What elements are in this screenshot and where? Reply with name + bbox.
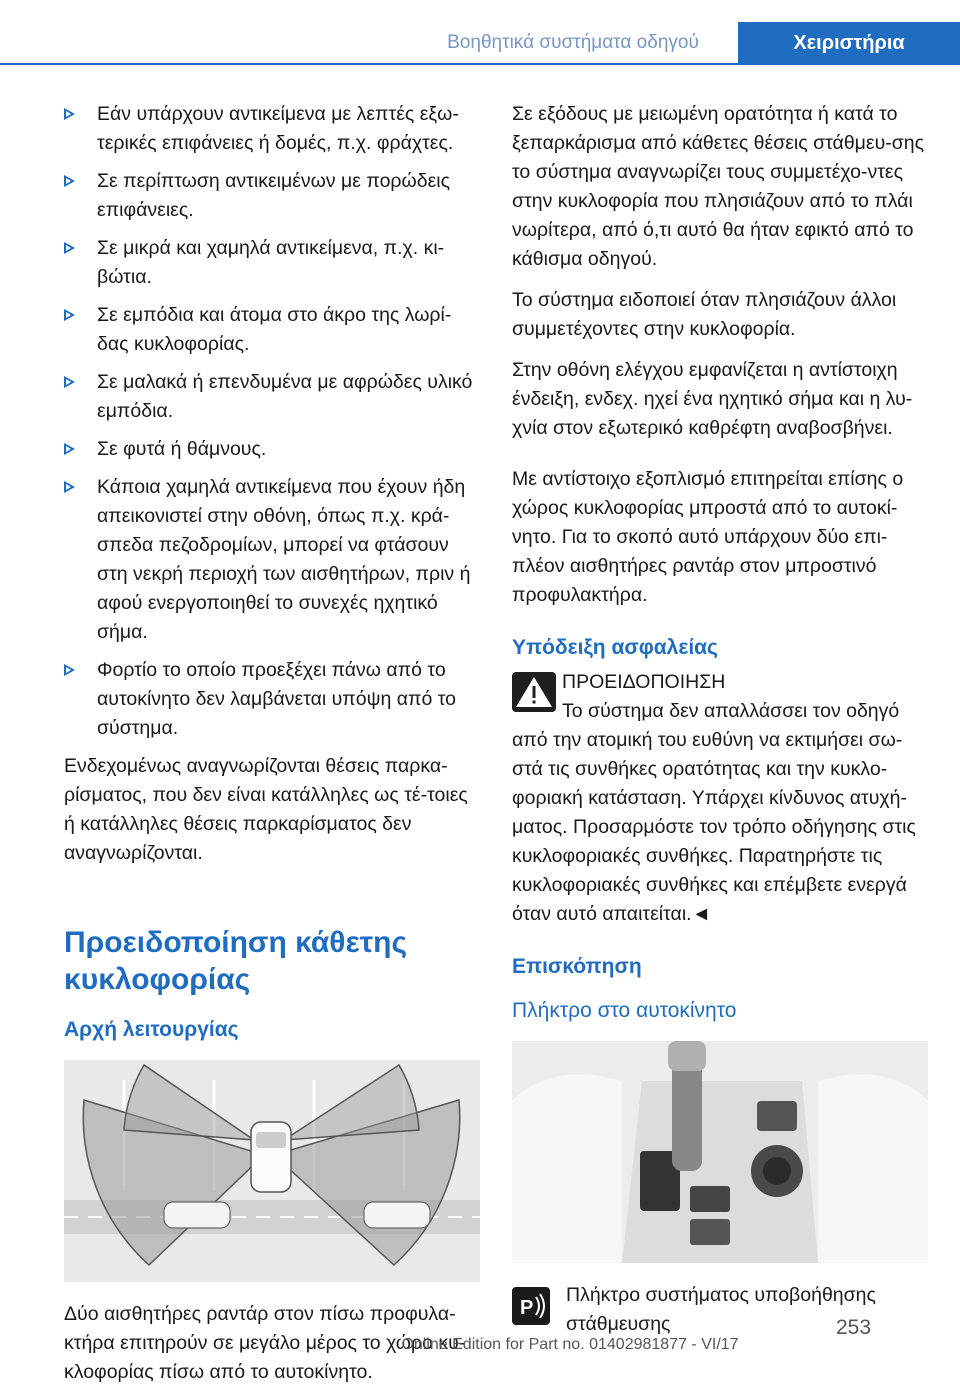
overview-heading: Επισκόπηση: [512, 955, 642, 978]
radar-coverage-illustration: [64, 1060, 480, 1282]
list-item: Σε εμπόδια και άτομα στο άκρο της λωρί-δας κυκλοφορίας.: [64, 301, 482, 359]
section-heading: Προειδοποίηση κάθετης κυκλοφορίας: [64, 926, 408, 996]
triangle-bullet-icon: [64, 443, 75, 455]
triangle-bullet-icon: [64, 481, 75, 493]
center-console-photo: [512, 1041, 928, 1263]
limitations-list: [64, 100, 482, 743]
parking-note: Ενδεχομένως αναγνωρίζονται θέσεις παρκα-ρίσματος, που δεν είναι κατάλληλες ως τέ-τοιες ή κατάλληλες θέσεις παρκαρίσματος δεν αναγνωρίζονται.: [64, 755, 468, 864]
triangle-bullet-icon: [64, 309, 75, 321]
triangle-bullet-icon: [64, 376, 75, 388]
triangle-bullet-icon: [64, 108, 75, 120]
radar-diagram-svg: [64, 1060, 480, 1282]
button-caption: Πλήκτρο συστήματος υποβοήθησης στάθμευσης: [566, 1284, 876, 1335]
left-column: [64, 100, 482, 1387]
right-column: [512, 100, 930, 1341]
edition-info: Online Edition for Part no. 01402981877 - VI/17: [401, 1336, 739, 1353]
paragraph-display: Στην οθόνη ελέγχου εμφανίζεται η αντίστοιχη ένδειξη, ενδεχ. ηχεί ένα ηχητικό σήμα και η λυ-χνία στον εξωτερικό καθρέφτη αναβοσβήνει.: [512, 359, 913, 439]
paragraph-front-sensors: Με αντίστοιχο εξοπλισμό επιτηρείται επίσης ο χώρος κυκλοφορίας μπροστά από το αυτοκί-νητο. Για το σκοπό αυτό υπάρχουν δύο επι-πλέον αισθητήρες ραντάρ στον μπροστινό προφυλακτήρα.: [512, 468, 904, 606]
safety-heading: Υπόδειξη ασφαλείας: [512, 636, 718, 659]
list-item: Σε φυτά ή θάμνους.: [64, 435, 482, 464]
list-item: Σε περίπτωση αντικειμένων με πορώδεις επιφάνειες.: [64, 167, 482, 225]
triangle-bullet-icon: [64, 242, 75, 254]
list-item: Κάποια χαμηλά αντικείμενα που έχουν ήδη απεικονιστεί στην οθόνη, όπως π.χ. κρά-σπεδα πεζοδρομίων, μπορεί να φτάσουν στη νεκρή περιοχή των αισθητήρων, πριν ή αφού ενεργοποιηθεί το συνεχές ηχητικό σήμα.: [64, 473, 482, 647]
svg-text:P: P: [520, 1297, 534, 1319]
page-header: [0, 0, 960, 64]
warning-title: ΠΡΟΕΙΔΟΠΟΙΗΣΗ: [562, 671, 726, 693]
button-heading: Πλήκτρο στο αυτοκίνητο: [512, 999, 737, 1022]
section-title: Βοηθητικά συστήματα οδηγού: [447, 32, 699, 53]
parking-assist-icon: [512, 1287, 550, 1325]
header-rule: [0, 63, 960, 65]
warning-block: [512, 668, 930, 929]
page-number: 253: [836, 1316, 872, 1339]
console-svg: [512, 1041, 928, 1263]
warning-triangle-icon: [512, 672, 556, 712]
list-item: Σε μικρά και χαμηλά αντικείμενα, π.χ. κι-βώτια.: [64, 234, 482, 292]
list-item: Εάν υπάρχουν αντικείμενα με λεπτές εξω-τερικές επιφάνειες ή δομές, π.χ. φράχτες.: [64, 100, 482, 158]
paragraph-exits: Σε εξόδους με μειωμένη ορατότητα ή κατά το ξεπαρκάρισμα από κάθετες θέσεις στάθμευ-σης το σύστημα αναγνωρίζει τους συμμετέχο-ντες στην κυκλοφορία που πλησιάζουν από το πλάι νωρίτερα, από ό,τι αυτό θα ήταν εφικτό από το κάθισμα οδηγού.: [512, 103, 925, 270]
paragraph-alerts: Το σύστημα ειδοποιεί όταν πλησιάζουν άλλοι συμμετέχοντες στην κυκλοφορία.: [512, 289, 897, 340]
triangle-bullet-icon: [64, 664, 75, 676]
list-item: Φορτίο το οποίο προεξέχει πάνω από το αυτοκίνητο δεν λαμβάνεται υπόψη από το σύστημα.: [64, 656, 482, 743]
list-item: Σε μαλακά ή επενδυμένα με αφρώδες υλικό εμπόδια.: [64, 368, 482, 426]
warning-text: Το σύστημα δεν απαλλάσσει τον οδηγό από την ατομική του ευθύνη να εκτιμήσει σω-στά τις συνθήκες ορατότητας και την κυκλο-φοριακή κατάσταση. Υπάρχει κίνδυνος ατυχή-ματος. Προσαρμόστε τον τρόπο οδήγησης στις κυκλοφοριακές συνθήκες. Παρατηρήστε τις κυκλοφοριακές συνθήκες και επέμβετε ενεργά όταν αυτό απαιτείται.◄: [512, 700, 916, 925]
radar-caption: Δύο αισθητήρες ραντάρ στον πίσω προφυλα-κτήρα επιτηρούν σε μεγάλο μέρος το χώρο κυ-κλοφορίας πίσω από το αυτοκίνητο.: [64, 1303, 466, 1383]
chapter-tab: Χειριστήρια: [738, 22, 960, 64]
triangle-bullet-icon: [64, 175, 75, 187]
principle-heading: Αρχή λειτουργίας: [64, 1018, 239, 1041]
